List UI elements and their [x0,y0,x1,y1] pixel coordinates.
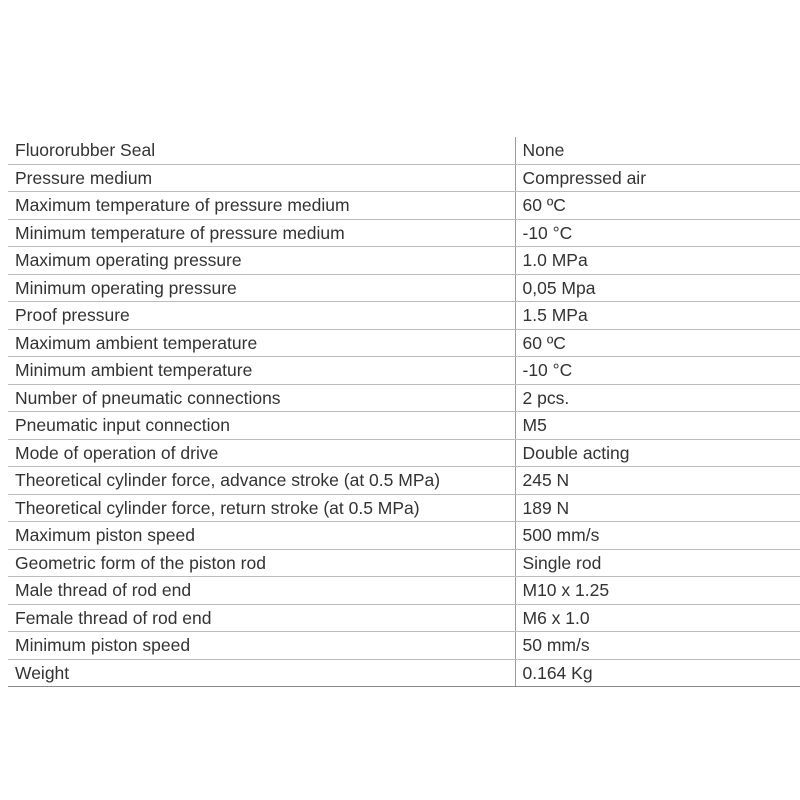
parameter-cell: Minimum operating pressure [8,274,515,302]
parameter-cell: Maximum piston speed [8,522,515,550]
table-row [8,522,800,550]
value-cell: 0.164 Kg [515,659,800,687]
value-cell: -10 °C [515,357,800,385]
table-row [8,467,800,495]
parameter-cell: Minimum temperature of pressure medium [8,219,515,247]
table-row [8,137,800,164]
value-cell: 60 ºC [515,192,800,220]
parameter-cell: Maximum ambient temperature [8,329,515,357]
table-row [8,329,800,357]
table-row [8,439,800,467]
table-row [8,494,800,522]
table-row [8,247,800,275]
table-row [8,164,800,192]
table-row [8,357,800,385]
value-cell: 1.0 MPa [515,247,800,275]
parameter-cell: Geometric form of the piston rod [8,549,515,577]
parameter-cell: Proof pressure [8,302,515,330]
parameter-cell: Male thread of rod end [8,577,515,605]
parameter-cell: Minimum piston speed [8,632,515,660]
table-row [8,384,800,412]
table-row [8,577,800,605]
value-cell: M5 [515,412,800,440]
value-cell: 189 N [515,494,800,522]
parameter-cell: Mode of operation of drive [8,439,515,467]
value-cell: 500 mm/s [515,522,800,550]
value-cell: Compressed air [515,164,800,192]
parameter-cell: Theoretical cylinder force, return stroke (at 0.5 MPa) [8,494,515,522]
parameter-cell: Pressure medium [8,164,515,192]
parameter-cell: Weight [8,659,515,687]
table-row [8,604,800,632]
value-cell: None [515,137,800,164]
parameter-cell: Theoretical cylinder force, advance stroke (at 0.5 MPa) [8,467,515,495]
value-cell: Single rod [515,549,800,577]
parameter-cell: Maximum temperature of pressure medium [8,192,515,220]
parameter-cell: Pneumatic input connection [8,412,515,440]
value-cell: 60 ºC [515,329,800,357]
table-row [8,659,800,687]
parameter-cell: Number of pneumatic connections [8,384,515,412]
table-row [8,302,800,330]
table-row [8,192,800,220]
table-row [8,412,800,440]
value-cell: M6 x 1.0 [515,604,800,632]
value-cell: 2 pcs. [515,384,800,412]
value-cell: -10 °C [515,219,800,247]
table-row [8,632,800,660]
table-row [8,219,800,247]
value-cell: Double acting [515,439,800,467]
value-cell: M10 x 1.25 [515,577,800,605]
spec-table [8,137,800,687]
parameter-cell: Fluororubber Seal [8,137,515,164]
value-cell: 245 N [515,467,800,495]
parameter-cell: Female thread of rod end [8,604,515,632]
parameter-cell: Minimum ambient temperature [8,357,515,385]
value-cell: 0,05 Mpa [515,274,800,302]
parameter-cell: Maximum operating pressure [8,247,515,275]
table-row [8,274,800,302]
value-cell: 50 mm/s [515,632,800,660]
value-cell: 1.5 MPa [515,302,800,330]
table-row [8,549,800,577]
